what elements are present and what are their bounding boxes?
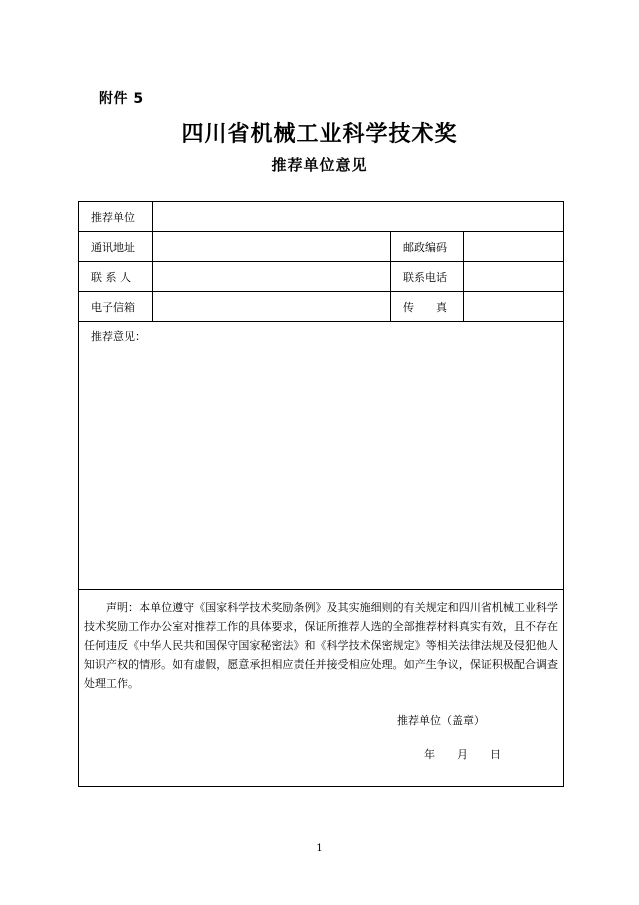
opinion-label: 推荐意见：	[91, 330, 146, 343]
row-recommending-unit	[79, 202, 563, 232]
declaration-text: 声明：本单位遵守《国家科学技术奖励条例》及其实施细则的有关规定和四川省机械工业科学技术奖励工作办公室对推荐工作的具体要求，保证所推荐人选的全部推荐材料真实有效，且不存在任何违反《中华人民共和国保守国家秘密法》和《科学技术保密规定》等相关法律法规及侵犯他人知识产权的情形。如有虚假，愿意承担相应责任并接受相应处理。如产生争议，保证积极配合调查处理工作。	[84, 601, 558, 690]
email-label: 电子信箱	[91, 300, 135, 314]
email-field[interactable]	[152, 292, 390, 321]
row-contact	[79, 262, 563, 292]
contact-label: 联 系 人	[91, 270, 131, 284]
row-address	[79, 232, 563, 262]
fax-field[interactable]	[463, 292, 562, 321]
phone-field[interactable]	[463, 262, 562, 291]
fax-label: 传 真	[390, 292, 463, 321]
page-title: 四川省机械工业科学技术奖	[181, 122, 458, 147]
address-field[interactable]	[152, 232, 390, 261]
recommending-unit-field[interactable]	[152, 202, 562, 231]
date-label: 年 月 日	[424, 748, 501, 761]
phone-label: 联系电话	[390, 262, 463, 291]
row-email	[79, 292, 563, 322]
page-number: 1	[316, 843, 323, 854]
contact-field[interactable]	[152, 262, 390, 291]
seal-label: 推荐单位（盖章）	[397, 714, 485, 727]
attachment-label: 附件 5	[99, 91, 144, 107]
opinion-field[interactable]	[79, 322, 563, 590]
recommendation-form	[78, 201, 564, 787]
recommending-unit-label: 推荐单位	[91, 210, 135, 224]
address-label: 通讯地址	[91, 240, 135, 254]
page-subtitle: 推荐单位意见	[271, 156, 368, 174]
postcode-field[interactable]	[463, 232, 562, 261]
postcode-label: 邮政编码	[390, 232, 463, 261]
